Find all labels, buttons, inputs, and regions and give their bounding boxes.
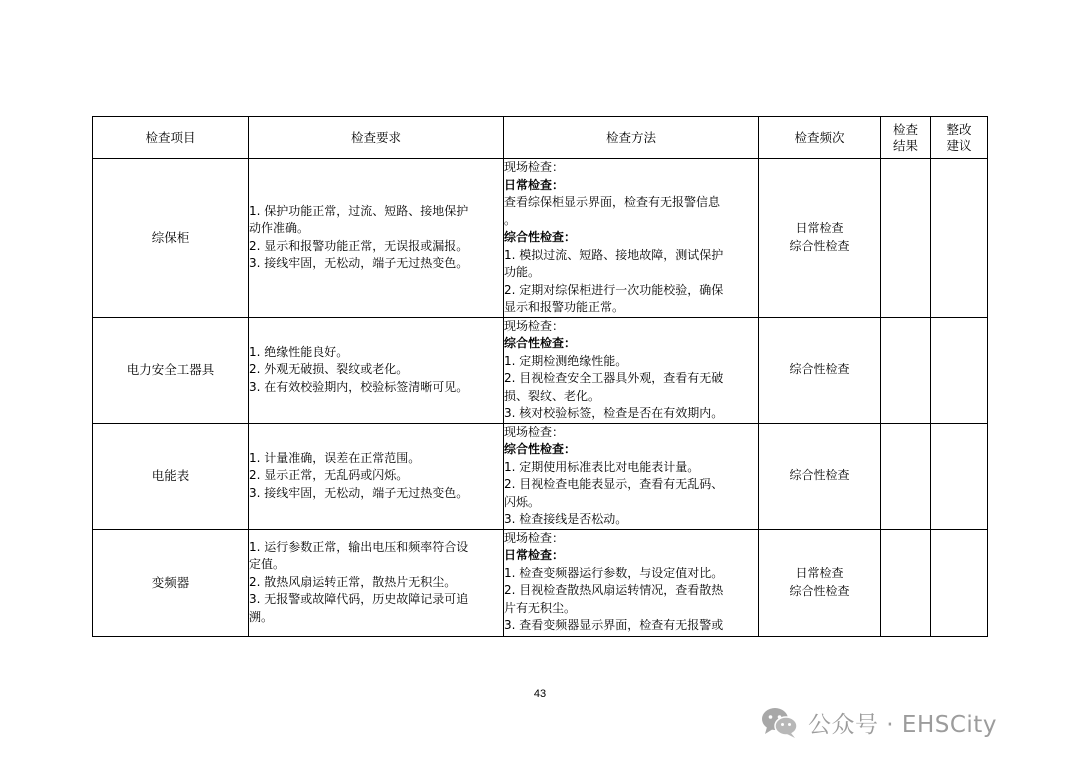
header-cell-frequency: 检查频次	[759, 117, 881, 159]
frequency-line: 综合性检查	[789, 238, 850, 253]
cell-frequency	[759, 529, 881, 636]
cell-methods	[504, 423, 759, 529]
method-line: 现场检查：	[504, 424, 565, 439]
method-line: 2. 目视检查散热风扇运转情况，查看散热	[504, 583, 724, 597]
method-line: 2. 目视检查电能表显示，查看有无乱码、	[504, 477, 724, 491]
method-line: 综合性检查：	[504, 336, 577, 350]
requirement-line: 1. 计量准确，误差在正常范围。	[249, 450, 421, 465]
cell-suggestion[interactable]	[931, 423, 988, 529]
method-line: 综合性检查：	[504, 442, 577, 456]
method-line: 。	[504, 212, 517, 227]
requirement-line: 动作准确。	[249, 221, 310, 236]
method-line: 片有无积尘。	[504, 600, 577, 615]
cell-result[interactable]	[881, 529, 931, 636]
method-line: 1. 模拟过流、短路、接地故障，测试保护	[504, 247, 724, 262]
frequency-line: 综合性检查	[789, 583, 850, 598]
method-line: 功能。	[504, 265, 541, 279]
cell-suggestion[interactable]	[931, 159, 988, 318]
method-line: 3. 查看变频器显示界面，检查有无报警或	[504, 618, 724, 632]
cell-result[interactable]	[881, 317, 931, 423]
watermark-text: 公众号 · EHSCity	[808, 711, 997, 738]
method-line: 闪烁。	[504, 494, 541, 509]
cell-frequency	[759, 159, 881, 318]
cell-requirements	[249, 529, 504, 636]
cell-item: 综保柜	[93, 159, 249, 318]
cell-result[interactable]	[881, 159, 931, 318]
cell-requirements	[249, 423, 504, 529]
requirement-line: 1. 保护功能正常，过流、短路、接地保护	[249, 203, 469, 218]
requirement-line: 2. 显示正常，无乱码或闪烁。	[249, 468, 409, 483]
method-line: 2. 定期对综保柜进行一次功能校验，确保	[504, 282, 724, 297]
cell-result[interactable]	[881, 423, 931, 529]
table-row	[93, 317, 988, 423]
frequency-line: 日常检查	[795, 221, 844, 236]
cell-item: 电力安全工器具	[93, 317, 249, 423]
method-line: 1. 定期检测绝缘性能。	[504, 353, 628, 368]
frequency-line: 综合性检查	[789, 468, 850, 483]
method-line: 现场检查：	[504, 318, 565, 333]
wechat-icon	[760, 705, 800, 739]
requirement-line: 2. 外观无破损、裂纹或老化。	[249, 362, 409, 377]
method-line: 日常检查：	[504, 548, 565, 562]
method-line: 2. 目视检查安全工器具外观，查看有无破	[504, 371, 724, 385]
header-cell-requirements: 检查要求	[249, 117, 504, 159]
cell-requirements	[249, 159, 504, 318]
cell-item: 电能表	[93, 423, 249, 529]
method-line: 3. 检查接线是否松动。	[504, 512, 628, 526]
requirement-line: 定值。	[249, 557, 286, 572]
cell-methods	[504, 529, 759, 636]
method-line: 1. 定期使用标准表比对电能表计量。	[504, 459, 700, 474]
watermark	[760, 702, 997, 742]
table-row	[93, 423, 988, 529]
method-line: 现场检查：	[504, 530, 565, 545]
method-line: 查看综保柜显示界面，检查有无报警信息	[504, 195, 721, 209]
header-cell-result: 检查 结果	[881, 117, 931, 159]
table-row	[93, 529, 988, 636]
header-cell-item: 检查项目	[93, 117, 249, 159]
frequency-line: 综合性检查	[789, 362, 850, 377]
requirement-line: 溯。	[249, 609, 274, 624]
frequency-line: 日常检查	[795, 566, 844, 580]
method-line: 日常检查：	[504, 177, 565, 192]
requirement-line: 1. 绝缘性能良好。	[249, 344, 349, 359]
requirement-line: 3. 在有效校验期内，校验标签清晰可见。	[249, 379, 469, 394]
cell-methods	[504, 317, 759, 423]
cell-suggestion[interactable]	[931, 317, 988, 423]
method-line: 1. 检查变频器运行参数，与设定值对比。	[504, 565, 724, 580]
requirement-line: 3. 无报警或故障代码，历史故障记录可追	[249, 592, 469, 607]
requirement-line: 2. 散热风扇运转正常，散热片无积尘。	[249, 574, 457, 589]
requirement-line: 3. 接线牢固，无松动，端子无过热变色。	[249, 485, 469, 500]
method-line: 3. 核对校验标签，检查是否在有效期内。	[504, 406, 724, 420]
table-row	[93, 159, 988, 318]
header-cell-suggestion: 整改 建议	[931, 117, 988, 159]
method-line: 损、裂纹、老化。	[504, 388, 601, 403]
requirement-line: 1. 运行参数正常，输出电压和频率符合设	[249, 539, 469, 554]
requirement-line: 2. 显示和报警功能正常，无误报或漏报。	[249, 238, 469, 253]
cell-item: 变频器	[93, 529, 249, 636]
cell-frequency	[759, 423, 881, 529]
method-line: 显示和报警功能正常。	[504, 300, 625, 314]
cell-requirements	[249, 317, 504, 423]
inspection-table-container	[92, 116, 987, 637]
inspection-table	[92, 116, 988, 637]
header-row	[93, 117, 988, 159]
page-number: 43	[533, 688, 547, 700]
method-line: 现场检查：	[504, 160, 565, 174]
cell-frequency	[759, 317, 881, 423]
cell-suggestion[interactable]	[931, 529, 988, 636]
method-line: 综合性检查：	[504, 230, 577, 244]
cell-methods	[504, 159, 759, 318]
requirement-line: 3. 接线牢固，无松动，端子无过热变色。	[249, 256, 469, 271]
header-cell-methods: 检查方法	[504, 117, 759, 159]
